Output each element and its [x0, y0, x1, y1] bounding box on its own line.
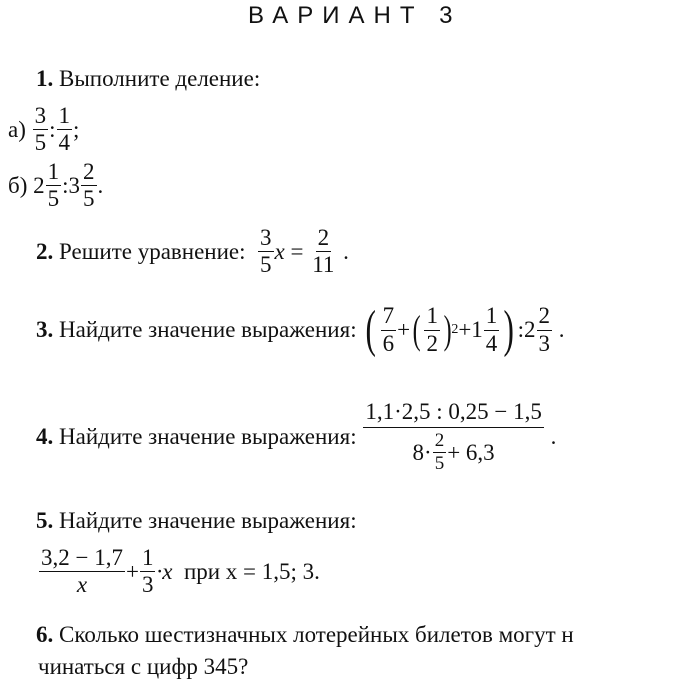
numerator: 1 [140, 546, 156, 572]
denominator: 11 [312, 252, 335, 278]
denominator: 5 [34, 130, 47, 156]
left-paren: ( [365, 301, 377, 358]
whole-part: 2 [524, 317, 536, 342]
divide-sign: : [49, 116, 56, 142]
compound-fraction [363, 400, 544, 474]
task-5-text: Найдите значение выражения: [59, 508, 357, 533]
fraction-1-5 [46, 160, 62, 211]
whole-part: 3 [68, 172, 81, 198]
fraction-1-3 [140, 546, 156, 597]
denominator: 5 [47, 186, 60, 212]
denominator: 4 [58, 130, 71, 156]
variant-title: ВАРИАНТ 3 [248, 2, 462, 29]
task-2 [36, 226, 349, 277]
plus-sign: + [125, 558, 139, 584]
equals-sign: = [290, 238, 304, 264]
denominator: x [76, 572, 88, 598]
condition-text: при x = 1,5; 3. [183, 558, 320, 584]
fraction-2-11 [310, 226, 336, 277]
task-2-number: 2. [36, 238, 54, 264]
end-punct: . [343, 238, 349, 264]
task-5-heading [36, 508, 357, 534]
numerator: 1 [424, 304, 440, 330]
task-3 [36, 301, 565, 358]
numerator: 7 [381, 304, 397, 330]
task-2-text: Решите уравнение: [59, 238, 246, 264]
fraction-1-2 [424, 304, 440, 355]
numerator: 2 [81, 160, 97, 186]
fraction-3-5 [258, 226, 274, 277]
task-4-number: 4. [36, 424, 54, 449]
denominator-part: + 6,3 [447, 439, 495, 465]
numerator: 2 [537, 304, 553, 330]
task-1-text: Выполните деление: [59, 66, 261, 91]
denominator: 5 [260, 252, 272, 278]
task-5-number: 5. [36, 508, 54, 533]
denominator: 4 [485, 330, 498, 356]
end-punct: . [550, 424, 557, 449]
plus-sign: + [397, 317, 411, 342]
task-3-text: Найдите значение выражения: [59, 317, 357, 342]
denominator [411, 428, 497, 474]
fraction-3-5 [33, 104, 49, 155]
denominator: 2 [426, 330, 438, 356]
denominator: 5 [83, 186, 95, 212]
times-x: ·x [156, 558, 173, 584]
end-punct: ; [73, 116, 80, 142]
fraction-1-4 [57, 104, 73, 155]
numerator: 1 [46, 160, 62, 186]
task-6-number: 6. [36, 622, 54, 647]
task-5-expression [38, 546, 320, 597]
fraction-7-6 [381, 304, 397, 355]
task-3-number: 3. [36, 317, 54, 342]
fraction-2-5 [81, 160, 97, 211]
plus-sign: + [458, 317, 472, 342]
denominator: 3 [141, 572, 154, 598]
numerator: 1 [484, 304, 500, 330]
numerator: 3 [33, 104, 49, 130]
numerator: 3,2 − 1,7 [39, 546, 125, 572]
task-4-text: Найдите значение выражения: [59, 424, 357, 449]
whole-part: 2 [33, 172, 45, 198]
numerator: 1 [57, 104, 73, 130]
denominator-part: 8· [412, 439, 432, 465]
task-1-heading [36, 66, 260, 92]
denominator: 3 [538, 330, 551, 356]
exponent: 2 [451, 322, 459, 337]
task-1-number: 1. [36, 66, 54, 91]
end-punct: . [558, 317, 565, 342]
task-1a [8, 104, 79, 155]
task-6-text: Сколько шестизначных лотерейных билетов могут н [59, 622, 574, 647]
fraction-difference-over-x [39, 546, 125, 597]
divide-sign: : [62, 172, 69, 198]
end-punct: . [97, 172, 104, 198]
fraction-2-3 [537, 304, 553, 355]
numerator: 1,1·2,5 : 0,25 − 1,5 [363, 400, 544, 428]
task-1b [8, 160, 103, 211]
task-4 [36, 400, 556, 474]
numerator: 2 [316, 226, 332, 252]
right-paren: ) [443, 307, 452, 352]
denominator: 5 [434, 453, 445, 475]
numerator: 3 [258, 226, 274, 252]
right-paren: ) [503, 301, 515, 358]
task-6-line-1 [36, 622, 574, 648]
numerator: 2 [434, 430, 445, 452]
left-paren: ( [412, 307, 421, 352]
task-1a-label: а) [8, 116, 26, 142]
fraction-2-5 [433, 431, 447, 474]
whole-part: 1 [471, 317, 483, 342]
divide-sign: : [517, 317, 525, 342]
variable-x: x [274, 238, 285, 264]
task-6-line-2: чинаться с цифр 345? [38, 654, 249, 679]
task-1b-label: б) [8, 172, 28, 198]
fraction-1-4 [484, 304, 500, 355]
denominator: 6 [382, 330, 395, 356]
